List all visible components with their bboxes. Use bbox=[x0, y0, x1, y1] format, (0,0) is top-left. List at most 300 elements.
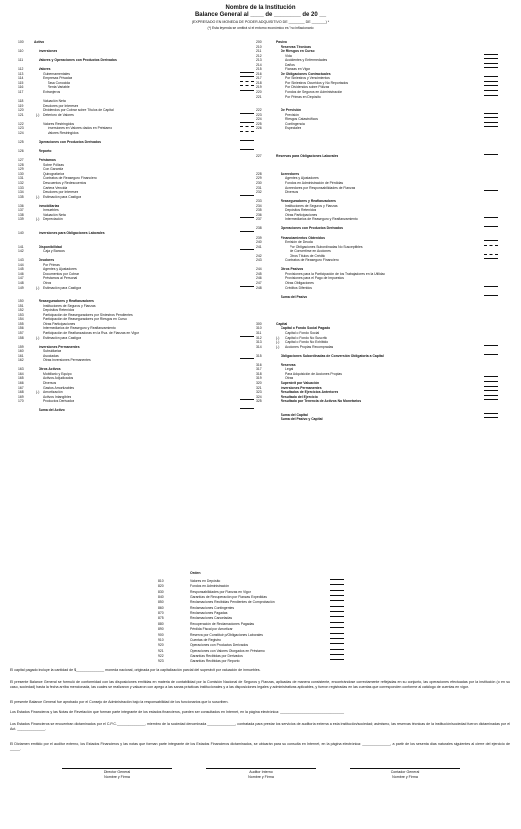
account-code: 133 bbox=[18, 185, 24, 190]
amount-blank bbox=[240, 149, 254, 150]
amount-blank bbox=[484, 258, 498, 259]
account-label: Otros Títulos de Crédito bbox=[289, 253, 326, 258]
amount-blank bbox=[240, 85, 254, 86]
amount-blank bbox=[240, 113, 254, 114]
account-code: 164 bbox=[18, 371, 24, 376]
account-code: 222 bbox=[256, 108, 262, 113]
signature-subtitle: Nombre y Firma bbox=[248, 774, 274, 779]
account-label: Depósitos Retenidos bbox=[43, 308, 75, 313]
amount-blank bbox=[330, 654, 344, 655]
account-label: Asociadas bbox=[43, 353, 59, 358]
orden-label: Reclamaciones Recibidas Pendientes de Comprobación bbox=[190, 600, 275, 605]
account-label: Valores Restringidos bbox=[43, 121, 75, 126]
account-label: Obligaciones Subordinadas de Conversión Obligatoria a Capital bbox=[280, 353, 384, 358]
signature-line bbox=[62, 768, 172, 769]
amount-blank bbox=[484, 295, 498, 296]
orden-label: Responsabilidades por Fianzas en Vigor bbox=[190, 589, 251, 594]
account-label: Dividendos por Cobrar sobre Títulos de Capital bbox=[43, 108, 114, 113]
account-label: Reporto bbox=[38, 149, 52, 154]
account-code: 314 bbox=[256, 344, 262, 349]
account-label: Por Primas en Depósito bbox=[285, 94, 321, 99]
account-label: Inversiones para Obligaciones Laborales bbox=[38, 230, 105, 235]
account-code: 131 bbox=[18, 176, 24, 181]
account-code: 313 bbox=[256, 340, 262, 345]
amount-blank bbox=[240, 72, 254, 73]
account-code: 169 bbox=[18, 394, 24, 399]
account-code: 316 bbox=[256, 362, 262, 367]
amount-blank bbox=[484, 345, 498, 346]
account-label: Operaciones con Productos Derivados bbox=[38, 140, 102, 145]
account-label: Fianzas en Vigor bbox=[285, 67, 311, 72]
account-label: Amortización bbox=[43, 390, 63, 395]
amount-blank bbox=[240, 195, 254, 196]
amount-blank bbox=[330, 649, 344, 650]
account-label: Préstamos al Personal bbox=[43, 276, 78, 281]
account-label: Activos Adjudicados bbox=[43, 376, 74, 381]
account-code: 163 bbox=[18, 367, 24, 372]
account-code: 129 bbox=[18, 167, 24, 172]
account-code: 243 bbox=[256, 258, 262, 263]
account-label: Superávit por Valuación bbox=[280, 381, 320, 386]
account-label: Agentes y Ajustadores bbox=[285, 176, 319, 181]
account-label: Otros Pasivos bbox=[280, 267, 304, 272]
account-label: Depósitos Retenidos bbox=[285, 208, 317, 213]
account-code: 247 bbox=[256, 280, 262, 285]
account-code: 138 bbox=[18, 212, 24, 217]
account-label: Otras Participaciones bbox=[285, 212, 318, 217]
account-code: 110 bbox=[18, 49, 24, 54]
account-code: 150 bbox=[18, 299, 24, 304]
orden-code: 923 bbox=[158, 659, 164, 664]
orden-code: 900 bbox=[158, 632, 164, 637]
account-label: Inmuebles bbox=[43, 208, 59, 213]
amount-blank bbox=[330, 659, 344, 660]
account-code: 230 bbox=[256, 180, 262, 185]
amount-blank bbox=[330, 611, 344, 612]
account-code: 135 bbox=[18, 194, 24, 199]
negative-sign: (-) bbox=[36, 217, 40, 222]
amount-blank bbox=[484, 85, 498, 86]
amount-blank bbox=[330, 633, 344, 634]
amount-blank bbox=[240, 90, 254, 91]
orden-label: Cuentas de Registro bbox=[190, 637, 221, 642]
account-label: Contratos de Reaseguro Financiero bbox=[285, 258, 339, 263]
account-code: 238 bbox=[256, 226, 262, 231]
orden-code: 880 bbox=[158, 621, 164, 626]
account-label: Por Primas bbox=[43, 262, 60, 267]
account-label: Préstamos bbox=[38, 158, 56, 163]
negative-sign: (-) bbox=[36, 112, 40, 117]
amount-blank bbox=[484, 58, 498, 59]
orden-label: Garantías Recibidas por Reporto bbox=[190, 659, 240, 664]
account-code: 318 bbox=[256, 371, 262, 376]
account-code: 221 bbox=[256, 94, 262, 99]
account-code: 118 bbox=[18, 99, 24, 104]
account-code: 312 bbox=[256, 335, 262, 340]
amount-blank bbox=[240, 231, 254, 232]
orden-label: Reserva por Constituir p/Obligaciones Laborales bbox=[190, 632, 263, 637]
amount-blank bbox=[484, 122, 498, 123]
account-label: Cartera Vencida bbox=[43, 185, 68, 190]
account-label: Riesgos Catastróficos bbox=[285, 117, 318, 122]
account-code: 323 bbox=[256, 390, 262, 395]
account-code: 242 bbox=[256, 253, 262, 258]
account-code: 143 bbox=[18, 258, 24, 263]
account-code: 227 bbox=[256, 153, 262, 158]
amount-blank bbox=[484, 386, 498, 387]
account-code: 324 bbox=[256, 394, 262, 399]
account-code: 142 bbox=[18, 249, 24, 254]
account-code: 214 bbox=[256, 62, 262, 67]
account-label: Contingencia bbox=[285, 121, 305, 126]
amount-blank bbox=[240, 399, 254, 400]
account-label: Depreciación bbox=[43, 217, 63, 222]
account-code: 157 bbox=[18, 331, 24, 335]
orden-code: 840 bbox=[158, 595, 164, 600]
account-code: 325 bbox=[256, 399, 262, 404]
account-label: Reservas bbox=[280, 362, 296, 367]
amount-blank bbox=[240, 249, 254, 250]
amount-blank bbox=[240, 358, 254, 359]
orden-code: 875 bbox=[158, 616, 164, 621]
account-label: Créditos Diferidos bbox=[285, 285, 312, 290]
account-label: Participación de Reaseguradores por Riesgos en Curso bbox=[43, 317, 127, 322]
account-code: 216 bbox=[256, 71, 262, 76]
orden-label: Garantías de Recuperación por Fianzas Expedidas bbox=[190, 595, 267, 600]
account-label: Financiamientos Obtenidos bbox=[280, 235, 325, 240]
inflation-note: (*) Esta leyenda se omitirá si el entorno económico es "no inflacionario bbox=[207, 26, 314, 30]
account-label: Intermediarios de Reaseguro y Reafianzamiento bbox=[285, 217, 358, 222]
account-code: 215 bbox=[256, 67, 262, 72]
amount-blank bbox=[484, 95, 498, 96]
account-label: Valores y Operaciones con Productos Derivados bbox=[38, 58, 117, 63]
account-code: 159 bbox=[18, 344, 24, 349]
account-label: Emisión de Deuda bbox=[285, 240, 313, 245]
account-code: 237 bbox=[256, 217, 262, 222]
account-code: 136 bbox=[18, 203, 24, 208]
account-label: Descuentos y Redescuentos bbox=[43, 180, 87, 185]
account-code: 170 bbox=[18, 399, 24, 404]
amount-blank bbox=[484, 381, 498, 382]
account-label: Otros Activos bbox=[38, 367, 61, 372]
account-code: 241 bbox=[256, 244, 262, 249]
account-label: Suma del Pasivo bbox=[280, 294, 308, 299]
amount-blank bbox=[484, 417, 498, 418]
orden-code: 920 bbox=[158, 643, 164, 648]
amount-blank bbox=[484, 390, 498, 391]
account-code: 121 bbox=[18, 112, 24, 117]
account-label: Quirografarios bbox=[43, 171, 65, 176]
account-label: Instituciones de Seguros y Fianzas bbox=[43, 303, 96, 308]
account-code: 224 bbox=[256, 117, 262, 122]
account-label: Daños bbox=[285, 62, 295, 67]
account-label: Intermediarios de Reaseguro y Reafianzamiento bbox=[43, 326, 116, 331]
orden-label: Reclamaciones Canceladas bbox=[190, 616, 233, 621]
account-label: Gubernamentales bbox=[43, 71, 70, 76]
account-label: Resultados de Ejercicios Anteriores bbox=[280, 390, 339, 395]
account-label: Para Adquisición de Acciones Propias bbox=[285, 371, 342, 376]
account-code: 236 bbox=[256, 212, 262, 217]
account-label: Previsión bbox=[285, 112, 299, 117]
account-label: Agentes y Ajustadores bbox=[43, 267, 77, 272]
amount-blank bbox=[330, 627, 344, 628]
account-label: Reservas para Obligaciones Laborales bbox=[276, 153, 339, 158]
account-label: Diversos bbox=[43, 381, 57, 386]
account-code: 218 bbox=[256, 80, 262, 85]
negative-sign: (-) bbox=[36, 285, 40, 290]
account-label: Documentos por Cobrar bbox=[43, 271, 80, 276]
amount-blank bbox=[484, 413, 498, 414]
note-paragraph: El presente Balance General se formuló de conformidad con las disposiciones emitidas en materia de contabilidad por la Comisión Nacional de Seguros y Fianzas, aplicadas de manera consistente, encontrándose correctamente reflejadas en su conjunto, las operaciones efectuadas por la institución (o en su caso, sociedad) hasta la fecha arriba mencionada, las cuales se realizaron y valuaron con apego a las sanas prácticas institucionales y a las disposiciones legales y administrativas aplicables, y fueron registradas en las cuentas que corresponden conforme al catálogo de cuentas en vigor. bbox=[10, 680, 510, 690]
institution-name: Nombre de la Institución bbox=[225, 5, 296, 11]
amount-blank bbox=[240, 336, 254, 337]
account-label: Deudores por Intereses bbox=[43, 103, 79, 108]
balance-title: Balance General al ____ de ________ de 20 __ bbox=[194, 12, 327, 18]
account-label: Participación de Reafianzadoras en la Rva. de Fianzas en Vigor bbox=[43, 331, 140, 335]
amount-blank bbox=[240, 408, 254, 409]
account-label: Por Siniestros y Vencimientos bbox=[285, 76, 330, 81]
account-label: Inversiones Permanentes bbox=[38, 344, 80, 349]
account-code: 115 bbox=[18, 80, 24, 85]
account-code: 219 bbox=[256, 85, 262, 90]
orden-code: 922 bbox=[158, 653, 164, 658]
amount-blank bbox=[330, 600, 344, 601]
account-label: Activo bbox=[34, 40, 45, 44]
account-label: Suma del Capital bbox=[280, 412, 308, 417]
account-label: Reservas Técnicas bbox=[280, 44, 312, 49]
account-code: 162 bbox=[18, 358, 24, 363]
signature-block bbox=[350, 768, 460, 780]
account-label: Otras Participaciones bbox=[43, 321, 76, 326]
orden-row bbox=[0, 659, 521, 664]
account-label: Operaciones con Productos Derivados bbox=[280, 226, 344, 231]
orden-label: Reclamaciones Contingentes bbox=[190, 605, 235, 610]
account-label: Inversiones Permanentes bbox=[280, 385, 322, 390]
account-label: Legal bbox=[285, 367, 294, 372]
orden-label: Garantías Recibidas por Derivados bbox=[190, 653, 243, 658]
account-label: Resultado por Tenencia de Activos No Monetarios bbox=[280, 399, 362, 404]
orden-code: 921 bbox=[158, 648, 164, 653]
account-label: Especiales bbox=[285, 126, 302, 131]
account-code: 100 bbox=[18, 40, 24, 44]
amount-blank bbox=[240, 286, 254, 287]
account-label: Contratos de Reaseguro Financiero bbox=[43, 176, 97, 181]
amount-blank bbox=[330, 606, 344, 607]
account-row bbox=[18, 408, 268, 413]
account-label: Inversiones en Valores dados en Préstamo bbox=[47, 126, 113, 131]
account-code: 213 bbox=[256, 58, 262, 63]
account-code: 151 bbox=[18, 303, 24, 308]
amount-blank bbox=[330, 590, 344, 591]
account-code: 146 bbox=[18, 271, 24, 276]
account-label: Provisiones para el Pago de Impuestos bbox=[285, 276, 344, 281]
account-code: 226 bbox=[256, 126, 262, 131]
amount-blank bbox=[484, 395, 498, 396]
amount-blank bbox=[240, 122, 254, 123]
account-label: Vida bbox=[285, 53, 292, 58]
amount-blank bbox=[330, 638, 344, 639]
account-code: 147 bbox=[18, 276, 24, 281]
orden-label: Valores en Depósito bbox=[190, 579, 221, 583]
account-code: 156 bbox=[18, 326, 24, 331]
account-label: Acreedores por Responsabilidades de Fianzas bbox=[285, 185, 356, 190]
amount-blank bbox=[330, 622, 344, 623]
amount-blank bbox=[484, 63, 498, 64]
account-label: Valores Restringidos bbox=[47, 130, 79, 135]
amount-blank bbox=[484, 90, 498, 91]
account-label: Mobiliario y Equipo bbox=[43, 371, 72, 376]
amount-blank bbox=[330, 643, 344, 644]
amount-blank bbox=[484, 286, 498, 287]
account-code: 246 bbox=[256, 276, 262, 281]
account-code: 321 bbox=[256, 385, 262, 390]
account-code: 235 bbox=[256, 208, 262, 213]
account-code: 228 bbox=[256, 171, 262, 176]
account-code: 111 bbox=[18, 58, 24, 63]
account-code: 165 bbox=[18, 376, 24, 381]
liabilities-capital-column bbox=[256, 40, 516, 422]
account-code: 217 bbox=[256, 76, 262, 81]
amount-blank bbox=[484, 54, 498, 55]
account-code: 117 bbox=[18, 90, 24, 95]
account-label: Suma del Pasivo y Capital bbox=[280, 417, 323, 422]
amount-blank bbox=[484, 399, 498, 400]
orden-code: 870 bbox=[158, 611, 164, 616]
account-label: Valores bbox=[38, 67, 51, 72]
amount-blank bbox=[484, 217, 498, 218]
account-label: Inversiones bbox=[38, 49, 58, 54]
account-code: 167 bbox=[18, 385, 24, 390]
negative-sign: (-) bbox=[276, 344, 280, 349]
account-code: 245 bbox=[256, 271, 262, 276]
account-code: 126 bbox=[18, 149, 24, 154]
currency-note: (EXPRESADO EN MONEDA DE PODER ADQUISITIVO DE ________ DE _______) * bbox=[191, 20, 330, 24]
account-code: 166 bbox=[18, 381, 24, 386]
account-code: 113 bbox=[18, 71, 24, 76]
account-label: Estimación para Castigos bbox=[43, 285, 82, 290]
account-label: Resultado del Ejercicio bbox=[280, 394, 318, 399]
amount-blank bbox=[240, 81, 254, 82]
account-code: 158 bbox=[18, 335, 24, 340]
account-code: 145 bbox=[18, 267, 24, 272]
amount-blank bbox=[484, 67, 498, 68]
assets-column bbox=[18, 40, 268, 413]
amount-blank bbox=[330, 584, 344, 585]
account-label: Otras Obligaciones bbox=[285, 280, 314, 285]
negative-sign: (-) bbox=[276, 340, 280, 345]
account-code: 300 bbox=[256, 321, 262, 326]
amount-blank bbox=[240, 76, 254, 77]
note-paragraph: El capital pagado incluye la cantidad de $______________ moneda nacional, originada por la capitalización parcial del superávit por valuación de inmuebles. bbox=[10, 668, 261, 672]
orden-label: Operaciones con Productos Derivados bbox=[190, 643, 249, 648]
account-label: Pasivo bbox=[276, 40, 287, 44]
account-code: 234 bbox=[256, 203, 262, 208]
orden-code: 850 bbox=[158, 600, 164, 605]
signature-line bbox=[206, 768, 316, 769]
amount-blank bbox=[240, 131, 254, 132]
account-row bbox=[256, 417, 516, 422]
account-code: 210 bbox=[256, 44, 262, 49]
account-label: Por Siniestros Ocurridos y No Reportados bbox=[285, 80, 349, 85]
account-code: 134 bbox=[18, 190, 24, 195]
amount-blank bbox=[484, 190, 498, 191]
account-label: Empresas Privadas bbox=[43, 76, 73, 81]
account-label: Capital o Fondo No Exhibido bbox=[285, 340, 329, 345]
account-label: de Convertirse en Acciones bbox=[289, 249, 331, 254]
orden-code: 830 bbox=[158, 589, 164, 594]
account-label: Suma del Activo bbox=[38, 408, 65, 413]
amount-blank bbox=[330, 579, 344, 580]
account-label: Por Obligaciones Subordinadas No Susceptibles bbox=[289, 244, 363, 249]
signature-subtitle: Nombre y Firma bbox=[104, 774, 130, 779]
account-code: 130 bbox=[18, 171, 24, 176]
signature-title: Director General bbox=[103, 770, 131, 774]
signature-line bbox=[350, 768, 460, 769]
signature-title: Contador General bbox=[390, 770, 420, 774]
negative-sign: (-) bbox=[36, 335, 40, 340]
account-label: Reaseguradores y Reafianzadores bbox=[280, 199, 336, 204]
account-code: 244 bbox=[256, 267, 262, 272]
account-label: De Riesgos en Curso bbox=[280, 49, 315, 54]
account-code: 319 bbox=[256, 376, 262, 381]
account-code: 123 bbox=[18, 126, 24, 131]
account-label: Gastos Amortizables bbox=[43, 385, 75, 390]
account-code: 122 bbox=[18, 121, 24, 126]
amount-blank bbox=[240, 126, 254, 127]
account-label: De Previsión bbox=[280, 108, 302, 113]
account-code: 154 bbox=[18, 317, 24, 322]
amount-blank bbox=[330, 616, 344, 617]
account-code: 137 bbox=[18, 208, 24, 213]
orden-code: 810 bbox=[158, 579, 164, 583]
account-code: 220 bbox=[256, 90, 262, 95]
signature-title: Auditor Interno bbox=[249, 770, 273, 774]
amount-blank bbox=[484, 113, 498, 114]
account-label: Estimación para Castigos bbox=[43, 335, 82, 340]
account-label: Tasa Conocida bbox=[47, 80, 70, 85]
account-label: Con Garantía bbox=[43, 167, 64, 172]
account-code: 139 bbox=[18, 217, 24, 222]
account-code: 200 bbox=[256, 40, 262, 44]
account-label: Otras bbox=[285, 376, 294, 381]
account-code: 120 bbox=[18, 108, 24, 113]
account-code: 232 bbox=[256, 190, 262, 195]
account-label: De Obligaciones Contractuales bbox=[280, 71, 331, 76]
negative-sign: (-) bbox=[36, 390, 40, 395]
amount-blank bbox=[484, 240, 498, 241]
account-label: Fondos en Administración de Pérdidas bbox=[285, 180, 344, 185]
account-label: Estimación para Castigos bbox=[43, 194, 82, 199]
account-label: Reaseguradores y Reafianzadores bbox=[38, 299, 94, 304]
account-label: Inmobiliarias bbox=[38, 203, 60, 208]
account-label: Productos Derivados bbox=[43, 399, 75, 404]
account-label: Instituciones de Seguros y Fianzas bbox=[285, 203, 338, 208]
account-label: Sobre Pólizas bbox=[43, 162, 64, 167]
orden-code: 820 bbox=[158, 584, 164, 589]
account-code: 231 bbox=[256, 185, 262, 190]
account-label: Valuación Neta bbox=[43, 212, 66, 217]
account-code: 240 bbox=[256, 240, 262, 245]
account-code: 320 bbox=[256, 381, 262, 386]
account-label: Otras Inversiones Permanentes bbox=[43, 358, 91, 363]
account-code: 212 bbox=[256, 53, 262, 58]
negative-sign: (-) bbox=[276, 335, 280, 340]
orden-title: Orden bbox=[190, 571, 201, 575]
account-code: 317 bbox=[256, 367, 262, 372]
amount-blank bbox=[484, 126, 498, 127]
amount-blank bbox=[330, 595, 344, 596]
account-code: 225 bbox=[256, 121, 262, 126]
